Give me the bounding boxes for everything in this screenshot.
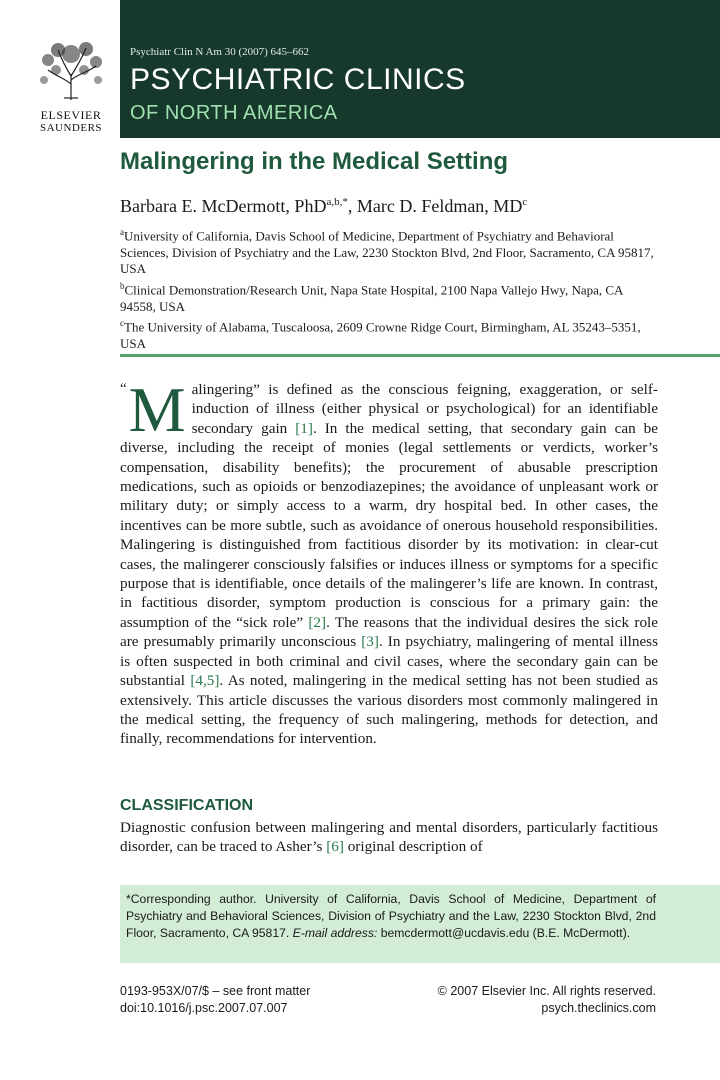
author-name: Marc D. Feldman, MD — [356, 196, 523, 216]
footer-left — [120, 983, 310, 1017]
footer-right — [400, 983, 656, 1017]
open-quote: “ — [120, 381, 127, 397]
paragraph-text: . The reasons that the individual desires the sick role are presumably primarily unconscious — [120, 613, 659, 651]
intro-paragraph — [120, 374, 659, 749]
correspondence-address: *Corresponding author. University of California, Davis School of Medicine, Department of Psychiatry and Behavioral Sciences, Division of Psychiatry and the Law, 2230 Stockton Blvd, 2nd Floor, Sacramento, CA 95817. — [126, 892, 656, 940]
author-affiliation-marker[interactable]: c — [522, 196, 528, 208]
section-heading: CLASSIFICATION — [120, 797, 254, 814]
affiliation-item — [120, 278, 660, 315]
affiliation-text: University of California, Davis School of Medicine, Department of Psychiatry and Behavioral Sciences, Division of Psychiatry and the Law, 2230 Stockton Blvd, 2nd Floor, Sacramento, CA 95817, USA — [120, 228, 654, 277]
affiliation-item — [120, 315, 660, 352]
affiliation-marker: a — [120, 227, 124, 237]
paragraph-text: . In the medical setting, that secondary gain can be diverse, including the receipt of monies (legal settlements or verdicts, worker’s compensation, disability benefits); the procurement of abusable prescription medications, such as opioids or benzodiazepines; the avoidance of unpleasant work or military duty; or simply access to a warm, dry hospital bed. In other cases, the incentives can be more subtle, such as avoidance of onerous household responsibilities. Malingering is distinguished from factitious disorder by its motivation: in clear-cut cases, the malingerer consciously falsifies or induces illness or symptoms for a specific purpose that is identifiable, once details of the malingerer’s life are known. In contrast, in factitious disorder, symptom production is conscious for a primary gain: the assumption of the “sick role” — [120, 419, 659, 631]
email-label: E-mail address: — [292, 926, 378, 940]
paragraph-text: . As noted, malingering in the medical setting has not been studied as extensively. This article discusses the various disorders most commonly malingered in the medical setting, the frequency of such malingering, methods for detection, and finally, recommendations for intervention. — [120, 672, 659, 748]
elsevier-tree-icon — [36, 40, 106, 102]
paragraph-text: original description of — [343, 838, 483, 856]
journal-title: PSYCHIATRIC CLINICS — [130, 63, 466, 96]
drop-cap: M — [128, 374, 186, 445]
journal-header — [120, 0, 720, 138]
reference-link[interactable]: [3] — [361, 633, 379, 651]
affiliation-text: The University of Alabama, Tuscaloosa, 2609 Crowne Ridge Court, Birmingham, AL 35243–5351, USA — [120, 319, 641, 351]
reference-link[interactable]: [4,5] — [190, 672, 220, 690]
paragraph-text: Diagnostic confusion between malingering and mental disorders, particularly factitious disorder, can be traced to Asher’s — [120, 819, 658, 856]
paragraph-text: alingering” is defined as the conscious feigning, exaggeration, or self-induction of illness (either physical or psychological) for an identifiable secondary gain — [191, 381, 658, 437]
journal-website-link[interactable]: psych.theclinics.com — [541, 1001, 656, 1015]
affiliations — [120, 224, 660, 352]
author-name: Barbara E. McDermott, PhD — [120, 196, 327, 216]
doi-link[interactable]: doi:10.1016/j.psc.2007.07.007 — [120, 1001, 288, 1015]
affiliation-item — [120, 224, 660, 278]
journal-citation: Psychiatr Clin N Am 30 (2007) 645–662 — [130, 46, 310, 58]
article-title: Malingering in the Medical Setting — [120, 148, 509, 175]
author-separator: , — [347, 196, 357, 216]
issn-text: 0193-953X/07/$ – see front matter — [120, 984, 311, 998]
author-line — [120, 196, 527, 217]
paragraph-text: . In psychiatry, malingering of mental illness is often suspected in both criminal and civil cases, where the secondary gain can be substantial — [120, 633, 659, 690]
logo-elsevier-text: ELSEVIER — [40, 108, 102, 122]
journal-subtitle: OF NORTH AMERICA — [130, 102, 338, 124]
affiliation-marker: c — [120, 318, 124, 329]
reference-link[interactable]: [1] — [295, 419, 313, 437]
classification-paragraph — [120, 818, 658, 857]
logo-saunders-text: SAUNDERS — [39, 122, 103, 134]
author-affiliation-marker[interactable]: a,b,* — [326, 196, 348, 208]
correspondence-name: (B.E. McDermott). — [529, 926, 631, 940]
section-divider — [120, 354, 720, 357]
affiliation-text: Clinical Demonstration/Research Unit, Napa State Hospital, 2100 Napa Vallejo Hwy, Napa, CA 94558, USA — [120, 282, 623, 314]
affiliation-marker: b — [120, 280, 125, 291]
publisher-logo — [30, 40, 112, 136]
correspondence-box — [120, 885, 720, 963]
email-address[interactable]: bemcdermott@ucdavis.edu — [377, 926, 530, 940]
reference-link[interactable]: [2] — [308, 613, 327, 631]
reference-link[interactable]: [6] — [326, 838, 344, 856]
correspondence-text — [126, 891, 656, 942]
copyright-text: © 2007 Elsevier Inc. All rights reserved. — [437, 984, 656, 998]
